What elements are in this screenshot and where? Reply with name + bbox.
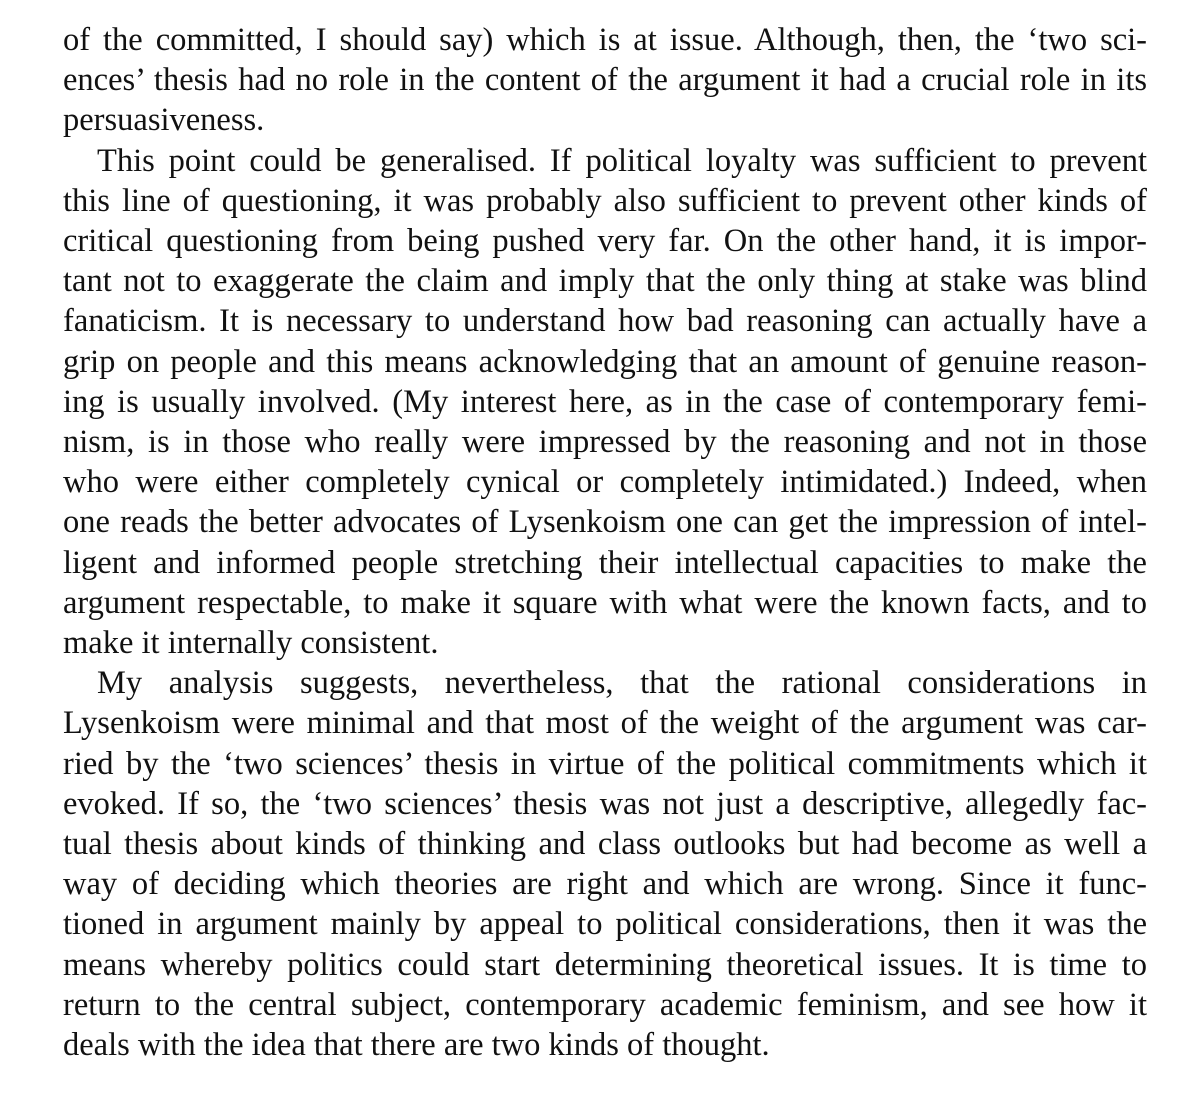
text-line: ligent and informed people stretching their intellectual capacities to make the — [63, 544, 1147, 581]
text-line: make it internally consistent. — [63, 625, 439, 662]
text-line: tual thesis about kinds of thinking and class outlooks but had become as well a — [63, 826, 1147, 863]
text-line: Lysenkoism were minimal and that most of the weight of the argument was car- — [63, 705, 1147, 742]
paragraph-3 — [63, 663, 1147, 1065]
text-line: one reads the better advocates of Lysenkoism one can get the impression of intel- — [63, 504, 1147, 541]
text-line: grip on people and this means acknowledging that an amount of genuine reason- — [63, 343, 1147, 380]
text-line: critical questioning from being pushed very far. On the other hand, it is impor- — [63, 223, 1147, 260]
text-line: deals with the idea that there are two kinds of thought. — [63, 1027, 770, 1064]
text-line: ences’ thesis had no role in the content of the argument it had a crucial role in its — [63, 62, 1147, 99]
document-page — [63, 20, 1147, 1065]
text-line: evoked. If so, the ‘two sciences’ thesis was not just a descriptive, allegedly fac- — [63, 785, 1147, 822]
text-line: who were either completely cynical or completely intimidated.) Indeed, when — [63, 464, 1147, 501]
paragraph-1 — [63, 20, 1147, 141]
text-line: My analysis suggests, nevertheless, that the rational considerations in — [97, 665, 1147, 702]
text-line: tant not to exaggerate the claim and imply that the only thing at stake was blind — [63, 263, 1147, 300]
text-line: persuasiveness. — [63, 102, 265, 139]
text-line: nism, is in those who really were impressed by the reasoning and not in those — [63, 424, 1147, 461]
text-line: ing is usually involved. (My interest here, as in the case of contemporary femi- — [63, 383, 1147, 420]
text-line: this line of questioning, it was probably also sufficient to prevent other kinds of — [63, 182, 1147, 219]
paragraph-2 — [63, 141, 1147, 664]
text-line: This point could be generalised. If political loyalty was sufficient to prevent — [97, 142, 1147, 179]
text-line: tioned in argument mainly by appeal to political considerations, then it was the — [63, 906, 1147, 943]
text-line: of the committed, I should say) which is at issue. Although, then, the ‘two sci- — [63, 22, 1147, 58]
text-line: return to the central subject, contemporary academic feminism, and see how it — [63, 986, 1147, 1023]
text-line: fanaticism. It is necessary to understand how bad reasoning can actually have a — [63, 303, 1147, 340]
text-line: argument respectable, to make it square with what were the known facts, and to — [63, 584, 1147, 621]
text-line: ried by the ‘two sciences’ thesis in virtue of the political commitments which it — [63, 745, 1147, 782]
text-line: means whereby politics could start determining theoretical issues. It is time to — [63, 946, 1147, 983]
text-line: way of deciding which theories are right and which are wrong. Since it func- — [63, 866, 1147, 903]
